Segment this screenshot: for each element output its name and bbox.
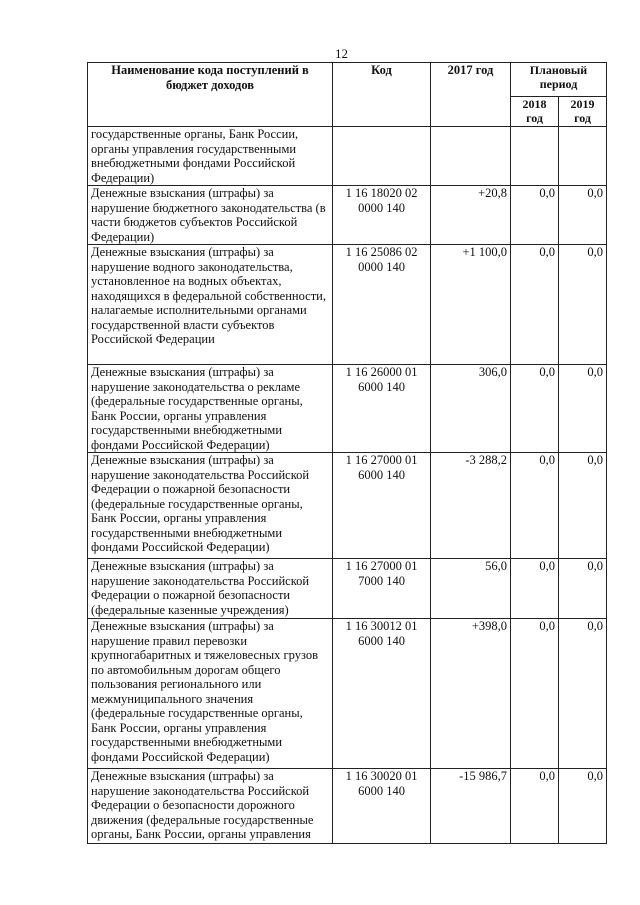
row-name: Денежные взыскания (штрафы) за нарушение водного законодательства, установленное на водных объектах, находящихся в федеральной собственности, налагаемые исполнительными органами государственной власти субъектов Российской Федерации [88, 245, 333, 365]
table-row [88, 769, 607, 844]
row-code: 1 16 26000 01 6000 140 [333, 365, 431, 453]
row-value-2018: 0,0 [511, 365, 559, 453]
header-2018: 2018 год [511, 97, 559, 127]
header-2017: 2017 год [431, 63, 511, 127]
table-row [88, 186, 607, 245]
row-value-2017: +20,8 [431, 186, 511, 245]
row-code: 1 16 30012 01 6000 140 [333, 619, 431, 769]
row-name: Денежные взыскания (штрафы) за нарушение законодательства Российской Федерации о пожарной безопасности (федеральные казенные учреждения) [88, 559, 333, 619]
row-value-2018: 0,0 [511, 769, 559, 844]
row-code: 1 16 18020 02 0000 140 [333, 186, 431, 245]
row-value-2018: 0,0 [511, 619, 559, 769]
row-name: Денежные взыскания (штрафы) за нарушение правил перевозки крупногабаритных и тяжеловесных грузов по автомобильным дорогам общего пользования регионального или межмуниципального значения (федеральные государственные органы, Банк России, органы управления государственными внебюджетными фондами Российской Федерации) [88, 619, 333, 769]
row-value-2017: 306,0 [431, 365, 511, 453]
row-value-2018 [511, 127, 559, 186]
row-value-2019: 0,0 [559, 559, 607, 619]
row-value-2018: 0,0 [511, 186, 559, 245]
row-value-2017: +398,0 [431, 619, 511, 769]
row-value-2019: 0,0 [559, 186, 607, 245]
header-name: Наименование кода поступлений в бюджет доходов [88, 63, 333, 127]
table-row [88, 365, 607, 453]
row-value-2017 [431, 127, 511, 186]
header-planned-period: Плановый период [511, 63, 607, 97]
table-row [88, 559, 607, 619]
table-row [88, 619, 607, 769]
table-row [88, 453, 607, 559]
row-code: 1 16 27000 01 6000 140 [333, 453, 431, 559]
row-value-2018: 0,0 [511, 559, 559, 619]
page-number: 12 [335, 46, 348, 61]
row-value-2019: 0,0 [559, 619, 607, 769]
row-value-2017: -15 986,7 [431, 769, 511, 844]
row-value-2019 [559, 127, 607, 186]
row-value-2017: +1 100,0 [431, 245, 511, 365]
revenue-table [87, 62, 607, 844]
row-value-2018: 0,0 [511, 245, 559, 365]
row-name: Денежные взыскания (штрафы) за нарушение законодательства Российской Федерации о безопасности дорожного движения (федеральные государственные органы, Банк России, органы управления [88, 769, 333, 844]
row-value-2019: 0,0 [559, 453, 607, 559]
row-name: Денежные взыскания (штрафы) за нарушение законодательства Российской Федерации о пожарной безопасности (федеральные государственные органы, Банк России, органы управления государственными внебюджетными фондами Российской Федерации) [88, 453, 333, 559]
row-name: Денежные взыскания (штрафы) за нарушение бюджетного законодательства (в части бюджетов субъектов Российской Федерации) [88, 186, 333, 245]
row-value-2019: 0,0 [559, 245, 607, 365]
row-name: Денежные взыскания (штрафы) за нарушение законодательства о рекламе (федеральные государственные органы, Банк России, органы управления государственными внебюджетными фондами Российской Федерации) [88, 365, 333, 453]
row-code: 1 16 25086 02 0000 140 [333, 245, 431, 365]
row-value-2019: 0,0 [559, 365, 607, 453]
row-value-2018: 0,0 [511, 453, 559, 559]
table-row [88, 127, 607, 186]
row-name: государственные органы, Банк России, органы управления государственными внебюджетными фондами Российской Федерации) [88, 127, 333, 186]
table-row [88, 245, 607, 365]
header-2019: 2019 год [559, 97, 607, 127]
row-code [333, 127, 431, 186]
row-value-2017: -3 288,2 [431, 453, 511, 559]
row-value-2017: 56,0 [431, 559, 511, 619]
row-code: 1 16 27000 01 7000 140 [333, 559, 431, 619]
row-code: 1 16 30020 01 6000 140 [333, 769, 431, 844]
header-code: Код [333, 63, 431, 127]
row-value-2019: 0,0 [559, 769, 607, 844]
